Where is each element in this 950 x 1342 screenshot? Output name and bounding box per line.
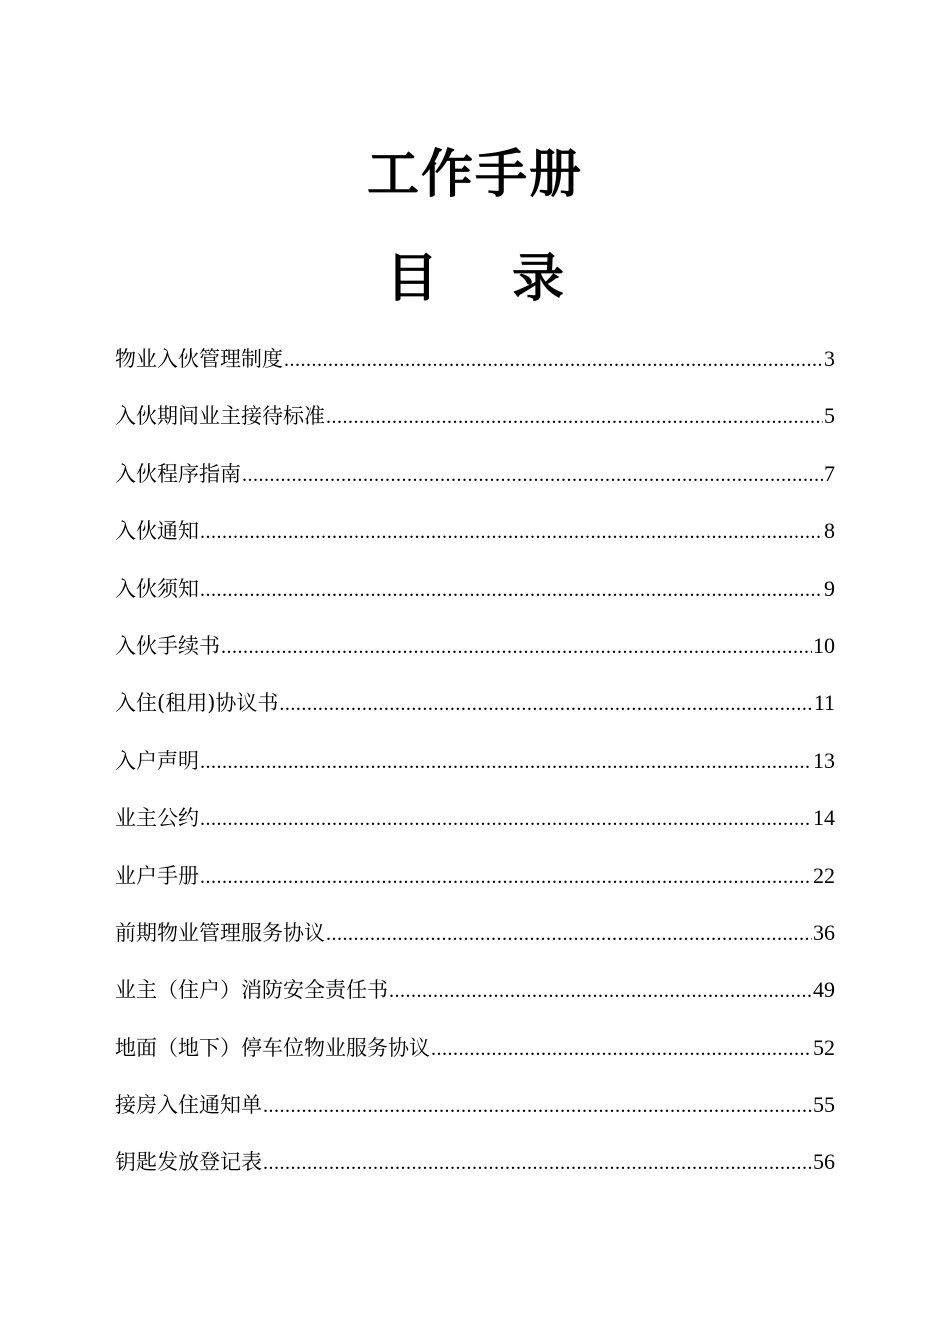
toc-entry-page: 9 [824, 575, 835, 601]
toc-entry[interactable] [115, 393, 835, 450]
toc-entry-title: 接房入住通知单 [115, 1093, 262, 1118]
toc-entry-page: 10 [813, 632, 835, 658]
toc-leader-dots [263, 1140, 812, 1186]
toc-entry-page: 36 [813, 919, 835, 945]
toc-entry-title: 地面（地下）停车位物业服务协议 [115, 1035, 430, 1060]
toc-entry[interactable] [115, 738, 835, 795]
toc-entry[interactable] [115, 680, 835, 737]
toc-entry-page: 52 [813, 1034, 835, 1060]
toc-entry-title: 业主公约 [115, 806, 199, 831]
toc-heading: 目 录 [385, 249, 593, 309]
toc-entry-title: 物业入伙管理制度 [115, 347, 283, 371]
toc-entry-page: 7 [824, 460, 835, 486]
toc-entry-page: 5 [824, 403, 835, 429]
toc-entry-page: 13 [813, 747, 835, 773]
toc-entry[interactable] [115, 1139, 835, 1196]
toc-entry-title: 入伙须知 [115, 576, 199, 601]
toc-entry-page: 3 [824, 346, 835, 371]
toc-entry-page: 56 [813, 1149, 835, 1175]
toc-entry[interactable] [115, 910, 835, 967]
toc-leader-dots [221, 624, 812, 670]
document-title: 工作手册 [366, 145, 583, 205]
toc-leader-dots [200, 739, 812, 785]
toc-leader-dots [200, 796, 812, 842]
toc-entry-title: 业户手册 [115, 863, 199, 888]
toc-entry-title: 入伙通知 [115, 519, 199, 544]
toc-entry-title: 入伙期间业主接待标准 [115, 404, 325, 429]
toc-entry[interactable] [115, 967, 835, 1024]
toc-entry-page: 11 [813, 690, 835, 716]
toc-leader-dots [326, 394, 823, 440]
toc-entry[interactable] [115, 795, 835, 852]
table-of-contents [115, 336, 835, 1197]
toc-leader-dots [200, 854, 812, 900]
toc-leader-dots [242, 452, 823, 498]
toc-leader-dots [279, 681, 812, 727]
toc-leader-dots [284, 337, 823, 383]
toc-leader-dots [263, 1083, 812, 1129]
toc-entry-page: 49 [813, 977, 835, 1003]
toc-entry-page: 14 [813, 805, 835, 831]
toc-entry-title: 入户声明 [115, 748, 199, 773]
toc-leader-dots [200, 509, 823, 555]
toc-entry[interactable] [115, 566, 835, 623]
toc-entry[interactable] [115, 508, 835, 565]
toc-entry[interactable] [115, 853, 835, 910]
toc-entry-title: 前期物业管理服务协议 [115, 920, 325, 945]
toc-entry[interactable] [115, 1025, 835, 1082]
toc-entry[interactable] [115, 451, 835, 508]
toc-entry[interactable] [115, 1082, 835, 1139]
toc-leader-dots [389, 968, 812, 1014]
toc-entry-page: 8 [824, 518, 835, 544]
toc-entry-title: 入伙手续书 [115, 633, 220, 658]
toc-entry-title: 钥匙发放登记表 [115, 1150, 262, 1175]
toc-entry-title: 入住(租用)协议书 [115, 691, 279, 716]
toc-entry[interactable] [115, 336, 835, 393]
toc-leader-dots [326, 911, 812, 957]
toc-leader-dots [200, 567, 823, 613]
toc-entry[interactable] [115, 623, 835, 680]
toc-entry-title: 业主（住户）消防安全责任书 [115, 978, 388, 1003]
toc-leader-dots [431, 1026, 812, 1072]
toc-entry-page: 22 [813, 862, 835, 888]
toc-entry-page: 55 [813, 1092, 835, 1118]
toc-entry-title: 入伙程序指南 [115, 461, 241, 486]
